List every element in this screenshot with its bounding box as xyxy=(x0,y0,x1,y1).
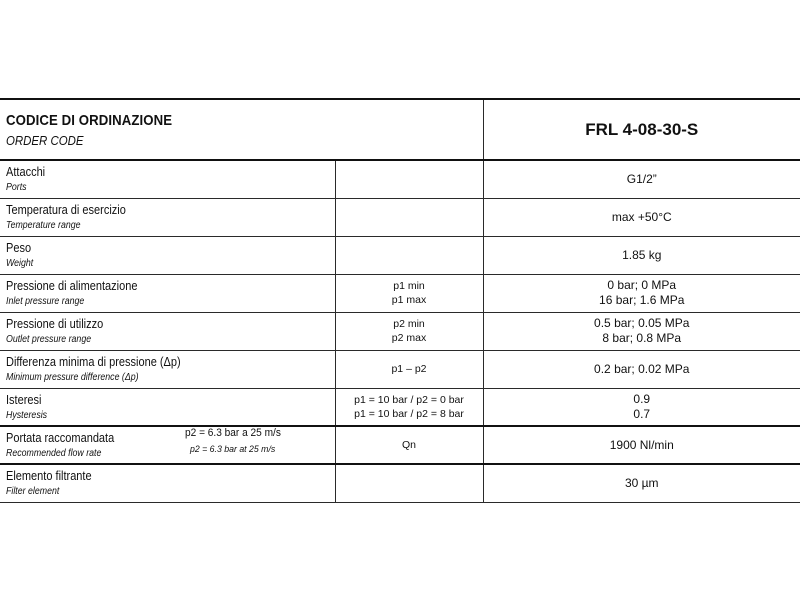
label-it: Pressione di utilizzo xyxy=(6,317,104,331)
value-cell xyxy=(483,312,800,350)
symbol-cell xyxy=(335,274,483,312)
symbol-cell xyxy=(335,236,483,274)
row-filter-element xyxy=(0,464,800,502)
symbol-cell xyxy=(335,426,483,464)
value-cell xyxy=(483,198,800,236)
value-line: 8 bar; 0.8 MPa xyxy=(602,331,682,345)
label-it: Isteresi xyxy=(6,392,42,407)
label-it: Pressione di alimentazione xyxy=(6,279,138,293)
label-en: Minimum pressure difference (Δp) xyxy=(6,372,139,383)
value-cell xyxy=(483,236,800,274)
flow-condition-it: p2 = 6.3 bar a 25 m/s xyxy=(185,427,281,439)
row-weight xyxy=(0,236,800,274)
label-it: Temperatura di esercizio xyxy=(6,203,126,217)
row-min-pressure-difference xyxy=(0,350,800,388)
label-it: Differenza minima di pressione (Δp) xyxy=(6,355,181,369)
value-cell xyxy=(483,464,800,502)
symbol-line: p2 max xyxy=(391,332,427,344)
header-title-it: CODICE DI ORDINAZIONE xyxy=(6,111,173,129)
value: 0.2 bar; 0.02 MPa xyxy=(594,361,690,376)
header-title-en: ORDER CODE xyxy=(6,132,84,148)
label-en: Recommended flow rate xyxy=(6,448,102,459)
label-it: Elemento filtrante xyxy=(6,469,92,484)
value-line: 0 bar; 0 MPa xyxy=(607,278,677,292)
label-it: Peso xyxy=(6,241,32,255)
value: 1.85 kg xyxy=(622,247,662,262)
value: 30 µm xyxy=(624,475,659,490)
symbol-cell xyxy=(335,464,483,502)
row-ports xyxy=(0,160,800,198)
label-en: Hysteresis xyxy=(6,409,48,421)
label-en: Filter element xyxy=(6,486,60,498)
value-cell xyxy=(483,426,800,464)
symbol-line: p1 – p2 xyxy=(391,363,427,375)
header-title-cell xyxy=(0,99,483,160)
label-it: Portata raccomandata xyxy=(6,431,115,445)
symbol-cell xyxy=(335,160,483,198)
row-hysteresis xyxy=(0,388,800,426)
order-code: FRL 4-08-30-S xyxy=(483,99,800,160)
header-row xyxy=(0,99,800,160)
value: max +50°C xyxy=(611,209,672,224)
value: G1/2” xyxy=(626,171,657,186)
specification-table xyxy=(0,98,800,503)
symbol-line: p1 = 10 bar / p2 = 0 bar xyxy=(354,393,464,406)
row-inlet-pressure xyxy=(0,274,800,312)
flow-condition-en: p2 = 6.3 bar at 25 m/s xyxy=(190,444,276,455)
label-en: Ports xyxy=(6,182,27,194)
label-it: Attacchi xyxy=(6,165,46,180)
value-cell xyxy=(483,160,800,198)
symbol-cell xyxy=(335,198,483,236)
label-en: Weight xyxy=(6,258,34,269)
label-en: Inlet pressure range xyxy=(6,296,85,307)
value-line: 0.9 xyxy=(633,391,651,406)
symbol-line: p2 min xyxy=(393,318,425,330)
value-cell xyxy=(483,274,800,312)
label-en: Temperature range xyxy=(6,220,81,231)
value-cell xyxy=(483,388,800,426)
symbol-line: p1 min xyxy=(393,280,425,292)
value-line: 16 bar; 1.6 MPa xyxy=(599,293,685,307)
value: 1900 Nl/min xyxy=(609,437,674,452)
row-flow-rate xyxy=(0,426,800,464)
symbol-line: p1 = 10 bar / p2 = 8 bar xyxy=(354,407,464,420)
symbol-cell xyxy=(335,350,483,388)
symbol-line: p1 max xyxy=(391,294,427,306)
row-temperature xyxy=(0,198,800,236)
value-line: 0.7 xyxy=(633,406,651,421)
symbol-line: Qn xyxy=(401,439,416,451)
value-line: 0.5 bar; 0.05 MPa xyxy=(594,316,690,330)
label-en: Outlet pressure range xyxy=(6,334,92,345)
row-outlet-pressure xyxy=(0,312,800,350)
flow-label-cell xyxy=(0,426,335,464)
value-cell xyxy=(483,350,800,388)
symbol-cell xyxy=(335,388,483,426)
symbol-cell xyxy=(335,312,483,350)
